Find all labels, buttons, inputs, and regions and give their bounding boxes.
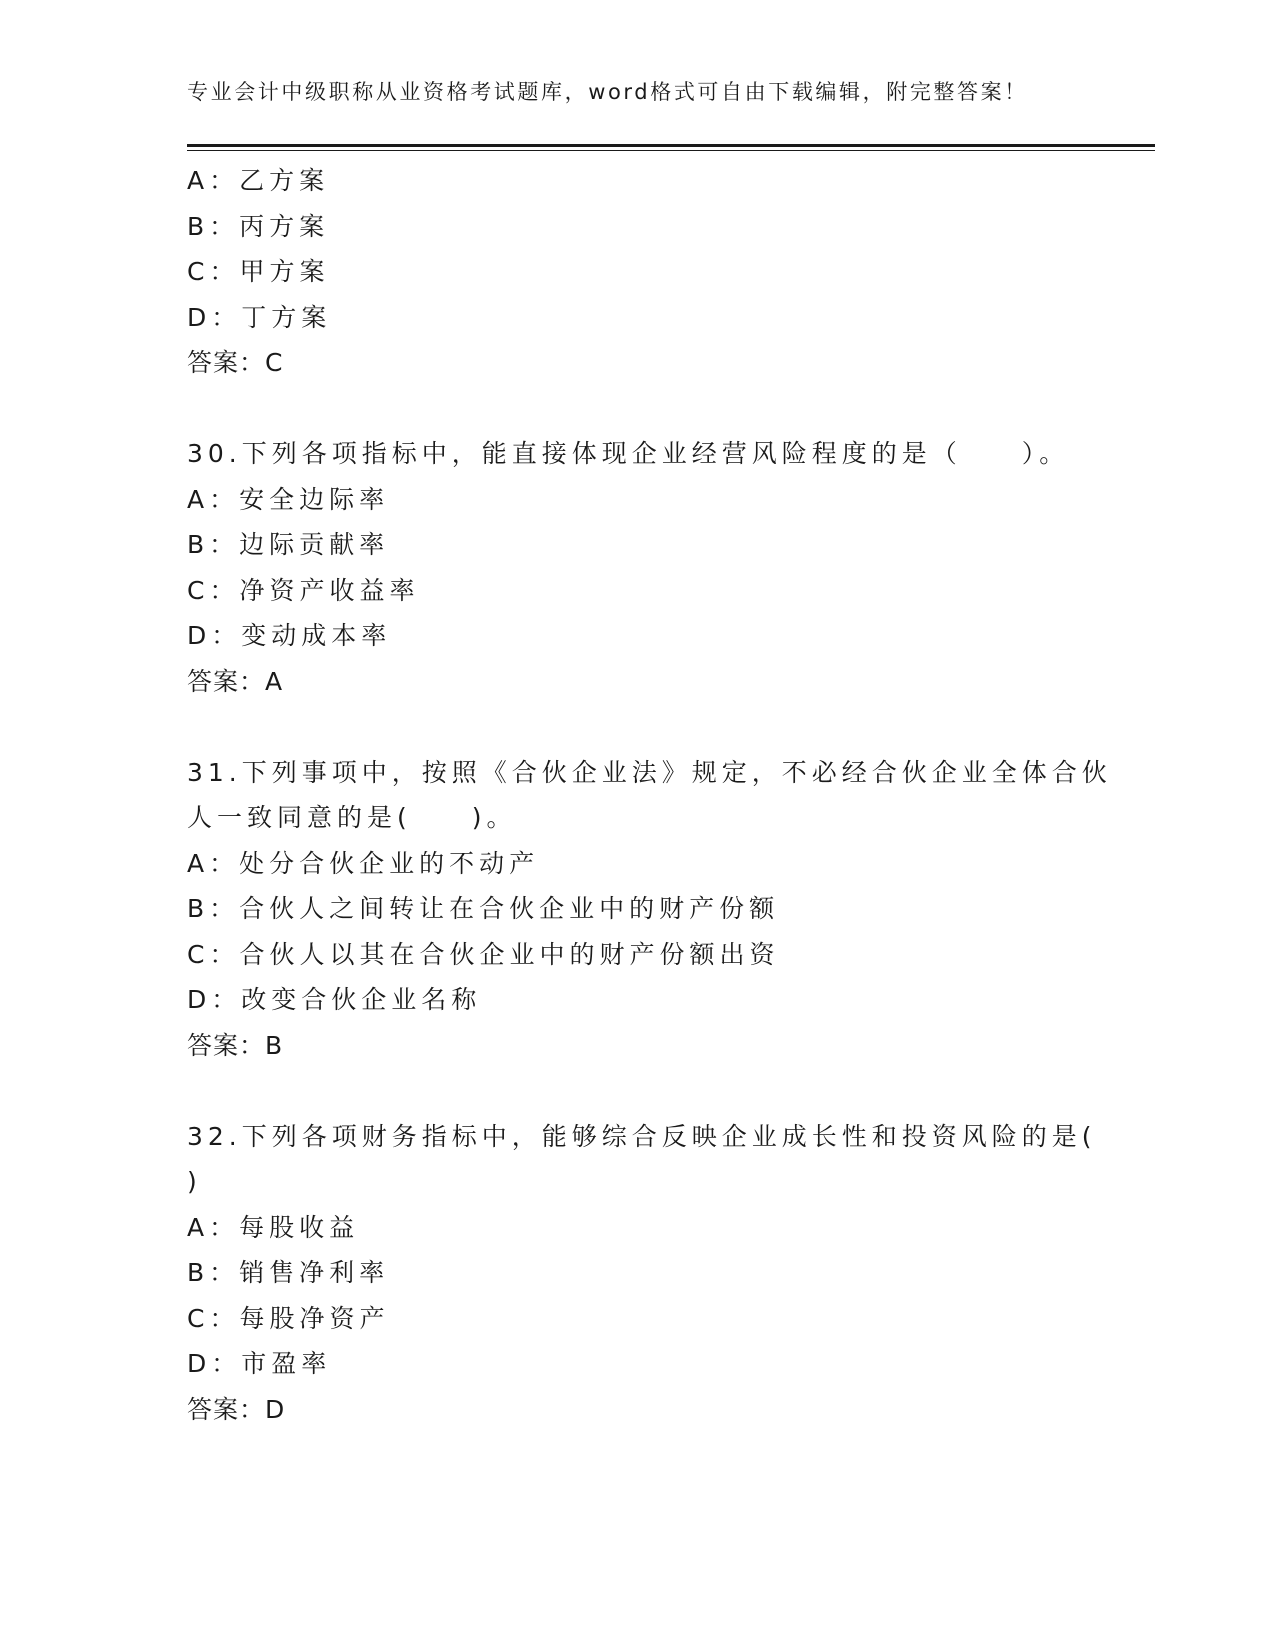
page-header: 专业会计中级职称从业资格考试题库，word格式可自由下载编辑，附完整答案！ xyxy=(187,80,1028,104)
question-stem-continued: 人一致同意的是( )。 xyxy=(187,803,517,832)
answer: 答案：D xyxy=(187,1394,286,1424)
question-stem: 31.下列事项中，按照《合伙企业法》规定，不必经合伙企业全体合伙 xyxy=(187,757,1112,787)
option-b: B：合伙人之间转让在合伙企业中的财产份额 xyxy=(187,894,780,923)
header-rule-thick xyxy=(187,144,1155,147)
option-b: B：销售净利率 xyxy=(187,1258,390,1287)
option-a: A：乙方案 xyxy=(187,166,330,195)
spacer xyxy=(187,386,1087,432)
prev-question-block xyxy=(187,158,1087,386)
option-d: D：改变合伙企业名称 xyxy=(187,985,482,1014)
answer: 答案：A xyxy=(187,666,284,696)
option-d: D：丁方案 xyxy=(187,302,332,332)
answer: 答案：B xyxy=(187,1030,284,1060)
question-31 xyxy=(187,750,1112,1069)
option-a: A：处分合伙企业的不动产 xyxy=(187,848,540,878)
option-d: D：变动成本率 xyxy=(187,621,392,650)
option-c: C：甲方案 xyxy=(187,257,330,286)
option-b: B：边际贡献率 xyxy=(187,530,390,559)
question-32 xyxy=(187,1114,1097,1433)
document-body xyxy=(187,158,1112,1432)
header-rule-thin xyxy=(187,150,1155,151)
question-stem: 32.下列各项财务指标中，能够综合反映企业成长性和投资风险的是( xyxy=(187,1121,1097,1151)
option-c: C：合伙人以其在合伙企业中的财产份额出资 xyxy=(187,939,780,969)
option-b: B：丙方案 xyxy=(187,211,330,241)
spacer xyxy=(187,704,1087,750)
spacer xyxy=(187,1068,1087,1114)
option-c: C：每股净资产 xyxy=(187,1303,390,1333)
option-a: A：每股收益 xyxy=(187,1212,360,1242)
option-d: D：市盈率 xyxy=(187,1349,332,1378)
option-a: A：安全边际率 xyxy=(187,484,390,514)
question-stem-continued: ) xyxy=(187,1167,202,1196)
answer: 答案：C xyxy=(187,348,284,377)
question-30 xyxy=(187,431,1087,704)
option-c: C：净资产收益率 xyxy=(187,575,420,605)
question-stem: 30.下列各项指标中，能直接体现企业经营风险程度的是（ ）。 xyxy=(187,439,1070,468)
